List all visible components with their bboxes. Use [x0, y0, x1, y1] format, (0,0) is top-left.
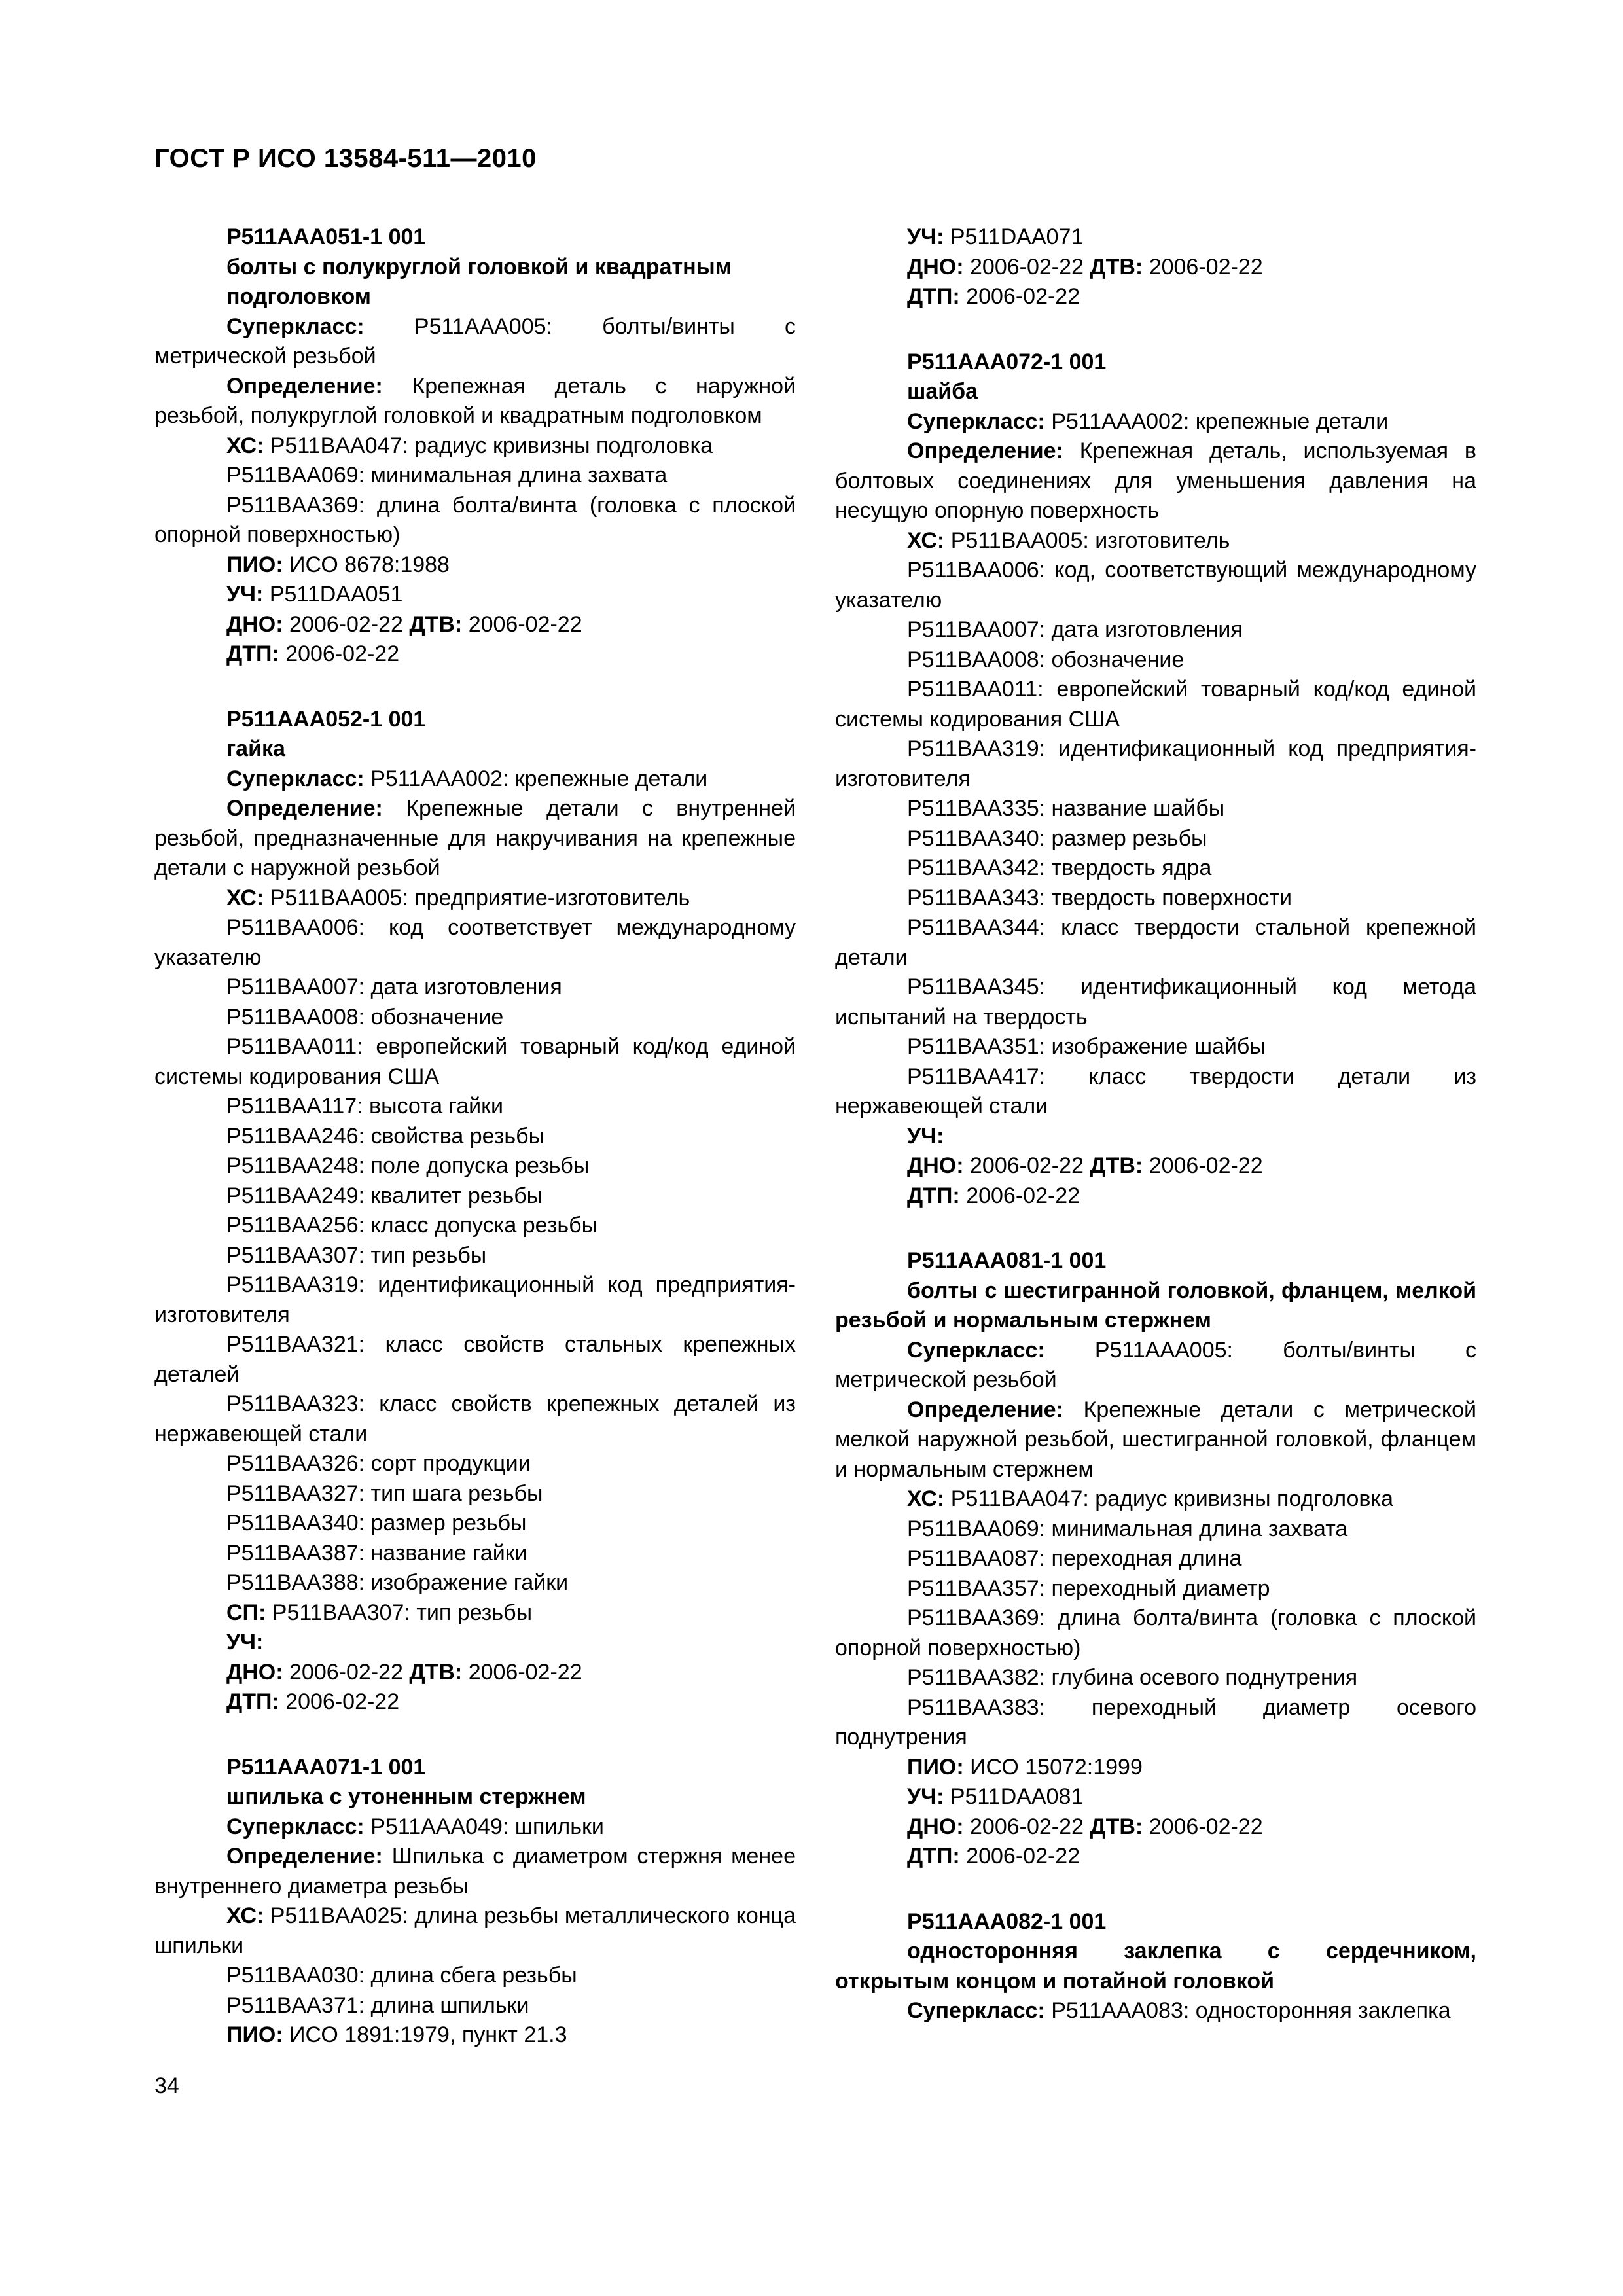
dtv-value: 2006-02-22 [468, 1659, 582, 1685]
hs-item: P511BAA387: название гайки [226, 1540, 527, 1566]
entry-p511aaa051 [154, 223, 796, 670]
definition-line [154, 372, 796, 431]
hs-value: P511BAA047: радиус кривизны подголовка [270, 433, 713, 458]
pio-value: ИСО 8678:1988 [289, 552, 450, 577]
hs-item: P511BAA351: изображение шайбы [907, 1034, 1266, 1059]
dtp-value: 2006-02-22 [285, 641, 400, 666]
superclass-label: Суперкласс: [907, 1337, 1045, 1363]
hs-item: P511BAA345: идентификационный код метода испытаний на твердость [835, 975, 1476, 1030]
hs-item: P511BAA069: минимальная длина захвата [226, 463, 668, 488]
dtp-value: 2006-02-22 [285, 1689, 400, 1714]
dtp-value: 2006-02-22 [966, 284, 1080, 309]
hs-line [154, 884, 796, 914]
hs-item: P511BAA369: длина болта/винта (головка с плоской опорной поверхностью) [154, 492, 796, 547]
hs-item: P511BAA321: класс свойств стальных крепежных деталей [154, 1332, 796, 1387]
definition-label: Определение: [226, 796, 383, 821]
dno-value: 2006-02-22 [970, 1153, 1084, 1178]
hs-value: P511BAA047: радиус кривизны подголовка [950, 1486, 1393, 1511]
right-column [835, 223, 1476, 2026]
definition-label: Определение: [226, 373, 383, 399]
pio-line [154, 550, 796, 581]
superclass-line [835, 407, 1476, 437]
uch-label: УЧ: [907, 1784, 944, 1809]
dtv-label: ДТВ: [1090, 254, 1143, 279]
dtp-line [835, 282, 1476, 312]
definition-value: Крепежная деталь с наружной резьбой, полукруглой головкой и квадратным подголовком [154, 373, 796, 428]
pio-line [154, 2020, 796, 2051]
hs-line [154, 431, 796, 461]
uch-value: P511DAA081 [950, 1784, 1084, 1809]
superclass-line [154, 1812, 796, 1842]
hs-item: P511BAA342: твердость ядра [907, 855, 1212, 880]
dno-value: 2006-02-22 [289, 611, 403, 637]
superclass-line [154, 312, 796, 372]
dtv-label: ДТВ: [409, 611, 463, 637]
hs-item: P511BAA256: класс допуска резьбы [226, 1213, 598, 1238]
entry-p511aaa052 [154, 705, 796, 1717]
dtp-line [154, 639, 796, 670]
pio-line [835, 1753, 1476, 1783]
entry-name: односторонняя заклепка с сердечником, открытым концом и потайной головкой [835, 1939, 1476, 1994]
dtp-value: 2006-02-22 [966, 1183, 1080, 1208]
superclass-label: Суперкласс: [907, 1998, 1045, 2023]
hs-item: P511BAA417: класс твердости детали из нержавеющей стали [835, 1064, 1476, 1119]
dates-line [835, 253, 1476, 283]
hs-item: P511BAA069: минимальная длина захвата [907, 1516, 1348, 1541]
definition-line [835, 437, 1476, 526]
hs-item: P511BAA344: класс твердости стальной крепежной детали [835, 915, 1476, 970]
definition-value: Шпилька с диаметром стержня менее внутреннего диаметра резьбы [154, 1844, 796, 1899]
hs-item: P511BAA007: дата изготовления [226, 975, 562, 999]
uch-label: УЧ: [226, 582, 264, 607]
dno-value: 2006-02-22 [970, 1814, 1084, 1839]
dtv-value: 2006-02-22 [1149, 1153, 1263, 1178]
dtp-line [835, 1181, 1476, 1211]
uch-label: УЧ: [907, 1123, 944, 1149]
hs-value: P511BAA005: предприятие-изготовитель [270, 885, 690, 910]
hs-item: P511BAA319: идентификационный код предприятия-изготовителя [835, 736, 1476, 791]
pio-value: ИСО 15072:1999 [970, 1754, 1143, 1780]
hs-item: P511BAA357: переходный диаметр [907, 1575, 1270, 1601]
hs-item: P511BAA335: название шайбы [907, 796, 1225, 821]
hs-item: P511BAA006: код, соответствующий международному указателю [835, 558, 1476, 613]
hs-item: P511BAA319: идентификационный код предприятия-изготовителя [154, 1272, 796, 1327]
hs-line [154, 1901, 796, 1961]
hs-item: P511BAA006: код соответствует международному указателю [154, 915, 796, 970]
hs-item: P511BAA249: квалитет резьбы [226, 1183, 543, 1208]
entry-p511aaa072 [835, 348, 1476, 1211]
superclass-line [154, 764, 796, 795]
entry-name: шайба [907, 379, 978, 404]
definition-label: Определение: [226, 1844, 383, 1869]
hs-label: ХС: [907, 1486, 945, 1511]
hs-label: ХС: [907, 528, 945, 553]
dates-line [835, 1812, 1476, 1842]
dtv-label: ДТВ: [409, 1659, 463, 1685]
entry-name: гайка [226, 736, 285, 761]
dtp-label: ДТП: [226, 641, 279, 666]
uch-line [835, 1782, 1476, 1812]
dno-value: 2006-02-22 [289, 1659, 403, 1685]
hs-line [835, 526, 1476, 556]
dtv-value: 2006-02-22 [1149, 1814, 1263, 1839]
superclass-label: Суперкласс: [907, 408, 1045, 434]
pio-label: ПИО: [226, 2022, 283, 2047]
uch-label: УЧ: [907, 224, 944, 249]
hs-item: P511BAA371: длина шпильки [226, 1992, 529, 2018]
hs-item: P511BAA248: поле допуска резьбы [226, 1153, 590, 1178]
superclass-value: P511AAA083: односторонняя заклепка [1051, 1998, 1451, 2023]
pio-value: ИСО 1891:1979, пункт 21.3 [289, 2022, 567, 2047]
dates-line [154, 1658, 796, 1688]
hs-item: P511BAA327: тип шага резьбы [226, 1480, 543, 1506]
dtv-label: ДТВ: [1090, 1814, 1143, 1839]
dno-value: 2006-02-22 [970, 254, 1084, 279]
entry-p511aaa071-continued [835, 223, 1476, 312]
dno-label: ДНО: [907, 1153, 964, 1178]
uch-label: УЧ: [226, 1630, 264, 1655]
dates-line [154, 610, 796, 640]
hs-item: P511BAA340: размер резьбы [226, 1511, 527, 1535]
uch-line [835, 1122, 1476, 1152]
hs-item: P511BAA383: переходный диаметр осевого поднутрения [835, 1695, 1476, 1749]
superclass-value: P511AAA049: шпильки [370, 1814, 604, 1839]
dno-label: ДНО: [226, 1659, 283, 1685]
definition-line [154, 794, 796, 884]
hs-item: P511BAA007: дата изготовления [907, 617, 1243, 642]
hs-value: P511BAA025: длина резьбы металлического конца шпильки [154, 1903, 796, 1958]
entry-code: P511AAA051-1 001 [226, 224, 426, 249]
dtp-label: ДТП: [226, 1689, 279, 1714]
sp-label: СП: [226, 1600, 266, 1625]
entry-p511aaa071 [154, 1753, 796, 2051]
hs-value: P511BAA005: изготовитель [950, 528, 1230, 553]
dtv-label: ДТВ: [1090, 1153, 1143, 1178]
definition-label: Определение: [907, 1397, 1063, 1422]
definition-value: Крепежные детали с внутренней резьбой, предназначенные для накручивания на крепежные детали с наружной резьбой [154, 796, 796, 880]
uch-line [835, 223, 1476, 253]
pio-label: ПИО: [907, 1754, 964, 1780]
left-column [154, 223, 796, 2051]
definition-line [835, 1395, 1476, 1485]
hs-item: P511BAA117: высота гайки [226, 1094, 504, 1119]
dtp-line [154, 1687, 796, 1717]
document-header: ГОСТ Р ИСО 13584-511—2010 [154, 144, 537, 173]
dno-label: ДНО: [226, 611, 283, 637]
hs-item: P511BAA340: размер резьбы [907, 825, 1207, 851]
dtp-label: ДТП: [907, 284, 960, 309]
dtv-value: 2006-02-22 [468, 611, 582, 637]
hs-item: P511BAA369: длина болта/винта (головка с плоской опорной поверхностью) [835, 1605, 1476, 1660]
hs-item: P511BAA307: тип резьбы [226, 1242, 487, 1268]
superclass-value: P511AAA005: болты/винты с метрической резьбой [835, 1337, 1476, 1392]
hs-item: P511BAA011: европейский товарный код/код единой системы кодирования США [835, 677, 1476, 732]
superclass-label: Суперкласс: [226, 1814, 365, 1839]
superclass-line [835, 1336, 1476, 1395]
dtp-label: ДТП: [907, 1183, 960, 1208]
uch-value: P511DAA071 [950, 224, 1084, 249]
definition-line [154, 1842, 796, 1901]
hs-item: P511BAA008: обозначение [226, 1004, 504, 1030]
entry-name: болты с шестигранной головкой, фланцем, мелкой резьбой и нормальным стержнем [835, 1278, 1476, 1333]
hs-item: P511BAA008: обозначение [907, 647, 1185, 672]
hs-item: P511BAA030: длина сбега резьбы [226, 1963, 577, 1988]
hs-line [835, 1484, 1476, 1515]
entry-code: P511AAA052-1 001 [226, 706, 426, 732]
entry-name: болты с полукруглой головкой и квадратным подголовком [226, 254, 732, 309]
entry-name: шпилька с утоненным стержнем [226, 1784, 586, 1809]
entry-code: P511AAA071-1 001 [226, 1754, 426, 1780]
dtp-value: 2006-02-22 [966, 1844, 1080, 1869]
definition-value: Крепежная деталь, используемая в болтовых соединениях для уменьшения давления на несущую опорную поверхность [835, 439, 1476, 523]
uch-value: P511DAA051 [269, 582, 403, 607]
hs-item: P511BAA388: изображение гайки [226, 1570, 569, 1595]
superclass-line [835, 1996, 1476, 2026]
hs-item: P511BAA323: класс свойств крепежных деталей из нержавеющей стали [154, 1391, 796, 1446]
hs-item: P511BAA246: свойства резьбы [226, 1123, 545, 1149]
pio-label: ПИО: [226, 552, 283, 577]
dno-label: ДНО: [907, 1814, 964, 1839]
uch-line [154, 580, 796, 610]
hs-label: ХС: [226, 885, 264, 910]
entry-code: P511AAA081-1 001 [907, 1248, 1107, 1273]
hs-item: P511BAA011: европейский товарный код/код единой системы кодирования США [154, 1034, 796, 1089]
sp-value: P511BAA307: тип резьбы [272, 1600, 533, 1625]
hs-item: P511BAA382: глубина осевого поднутрения [907, 1665, 1358, 1690]
definition-value: Крепежные детали с метрической мелкой наружной резьбой, шестигранной головкой, фланцем и нормальным стержнем [835, 1397, 1476, 1482]
superclass-value: P511AAA005: болты/винты с метрической резьбой [154, 314, 796, 368]
superclass-label: Суперкласс: [226, 766, 365, 791]
dates-line [835, 1151, 1476, 1181]
hs-item: P511BAA326: сорт продукции [226, 1451, 531, 1476]
hs-label: ХС: [226, 1903, 264, 1928]
definition-label: Определение: [907, 439, 1063, 463]
superclass-label: Суперкласс: [226, 314, 365, 339]
dtv-value: 2006-02-22 [1149, 254, 1263, 279]
entry-p511aaa081 [835, 1246, 1476, 1872]
entry-p511aaa082 [835, 1907, 1476, 2026]
hs-item: P511BAA343: твердость поверхности [907, 885, 1292, 910]
page-number: 34 [154, 2073, 179, 2098]
uch-line [154, 1628, 796, 1658]
entry-code: P511AAA072-1 001 [907, 349, 1107, 374]
dtp-line [835, 1842, 1476, 1872]
superclass-value: P511AAA002: крепежные детали [370, 766, 708, 791]
hs-label: ХС: [226, 433, 264, 458]
superclass-value: P511AAA002: крепежные детали [1051, 408, 1389, 434]
sp-line [154, 1598, 796, 1628]
entry-code: P511AAA082-1 001 [907, 1909, 1107, 1934]
dtp-label: ДТП: [907, 1844, 960, 1869]
dno-label: ДНО: [907, 254, 964, 279]
hs-item: P511BAA087: переходная длина [907, 1546, 1242, 1571]
